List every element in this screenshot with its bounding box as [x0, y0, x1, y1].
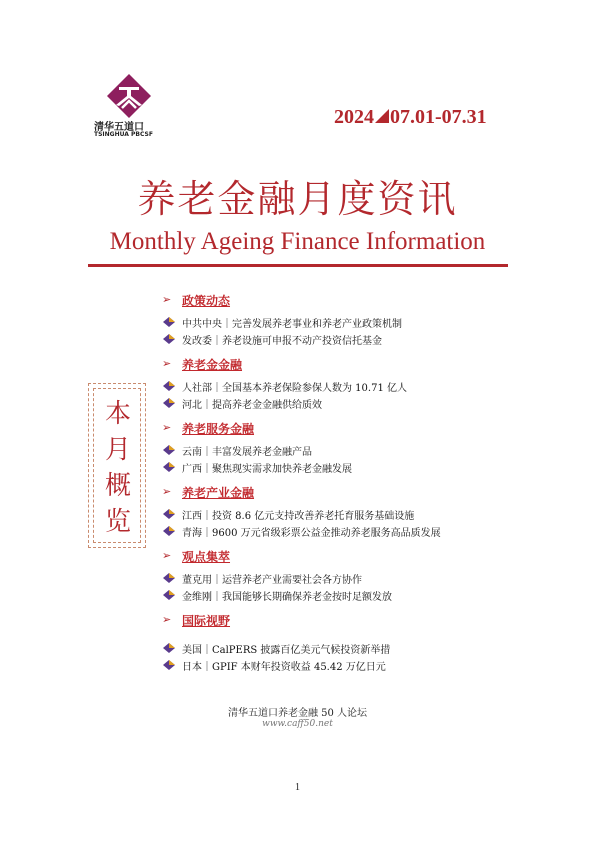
arrow-bullet-icon: ➢ [162, 613, 172, 626]
list-item[interactable] [162, 570, 542, 587]
item-text: 云南｜丰富发展养老金融产品 [182, 447, 312, 458]
diamond-bullet-icon [163, 381, 175, 391]
sidebar-label [89, 396, 147, 540]
footer-url[interactable]: www.caff50.net [262, 719, 333, 729]
sidebar-char: 月 [104, 435, 131, 465]
item-text: 发改委｜养老设施可申报不动产投资信托基金 [182, 336, 382, 347]
section-label[interactable]: 养老产业金融 [182, 486, 255, 500]
section-heading[interactable] [162, 482, 542, 504]
item-text: 金维刚｜我国能够长期确保养老金按时足额发放 [182, 592, 392, 603]
item-text: 江西｜投资 8.6 亿元支持改善养老托育服务基础设施 [182, 511, 415, 522]
sidebar-char: 概 [104, 471, 131, 501]
pbcsf-logo [94, 74, 174, 138]
item-text: 青海｜9600 万元省级彩票公益金推动养老服务高品质发展 [182, 528, 441, 539]
logo-name-en: TSINGHUA PBCSF [94, 131, 153, 138]
report-period [334, 106, 487, 129]
section-label[interactable]: 政策动态 [182, 294, 231, 308]
section-label[interactable]: 国际视野 [182, 614, 231, 628]
diamond-bullet-icon [163, 509, 175, 519]
title-cn: 养老金融月度资讯 [137, 177, 458, 221]
list-item[interactable] [162, 506, 542, 523]
sidebar-box [88, 383, 146, 548]
title-divider [88, 264, 508, 267]
page-number: 1 [295, 782, 300, 793]
logo-name-cn: 清华五道口 [94, 122, 144, 133]
diamond-bullet-icon [163, 462, 175, 472]
diamond-bullet-icon [163, 643, 175, 653]
item-text: 广西｜聚焦现实需求加快养老金融发展 [182, 464, 352, 475]
section-label[interactable]: 养老服务金融 [182, 422, 255, 436]
item-text: 人社部｜全国基本养老保险参保人数为 10.71 亿人 [182, 383, 407, 394]
item-text: 董克用｜运营养老产业需要社会各方协作 [182, 575, 362, 586]
section-heading[interactable] [162, 354, 542, 376]
title-en: Monthly Ageing Finance Information [109, 228, 486, 255]
triangle-separator-icon [375, 109, 389, 123]
diamond-bullet-icon [163, 660, 175, 670]
item-text: 日本｜GPIF 本财年投资收益 45.42 万亿日元 [182, 662, 386, 673]
item-text: 河北｜提高养老金金融供给质效 [182, 400, 322, 411]
list-item[interactable] [162, 314, 542, 331]
arrow-bullet-icon: ➢ [162, 421, 172, 434]
diamond-bullet-icon [163, 445, 175, 455]
list-item[interactable] [162, 395, 542, 412]
period-year: 2024 [334, 106, 374, 128]
diamond-bullet-icon [163, 590, 175, 600]
sidebar-char: 本 [104, 399, 131, 429]
diamond-bullet-icon [163, 334, 175, 344]
arrow-bullet-icon: ➢ [162, 485, 172, 498]
sidebar-char: 览 [104, 507, 131, 537]
section-label[interactable]: 观点集萃 [182, 550, 231, 564]
list-item[interactable] [162, 442, 542, 459]
list-item[interactable] [162, 378, 542, 395]
footer-forum-name: 清华五道口养老金融 50 人论坛 [227, 708, 368, 719]
list-item[interactable] [162, 331, 542, 348]
arrow-bullet-icon: ➢ [162, 549, 172, 562]
list-item[interactable] [162, 523, 542, 540]
table-of-contents [162, 290, 542, 674]
arrow-bullet-icon: ➢ [162, 293, 172, 306]
arrow-bullet-icon: ➢ [162, 357, 172, 370]
diamond-bullet-icon [163, 526, 175, 536]
period-range: 07.01-07.31 [390, 106, 487, 128]
item-text: 中共中央｜完善发展养老事业和养老产业政策机制 [182, 319, 402, 330]
section-heading[interactable] [162, 546, 542, 568]
list-item[interactable] [162, 640, 542, 657]
pbcsf-emblem-icon [107, 74, 151, 118]
section-heading[interactable] [162, 290, 542, 312]
list-item[interactable] [162, 459, 542, 476]
item-text: 美国｜CalPERS 披露百亿美元气候投资新举措 [182, 645, 391, 656]
diamond-bullet-icon [163, 573, 175, 583]
section-heading[interactable] [162, 610, 542, 632]
diamond-bullet-icon [163, 317, 175, 327]
diamond-bullet-icon [163, 398, 175, 408]
section-label[interactable]: 养老金金融 [182, 358, 243, 372]
list-item[interactable] [162, 657, 542, 674]
section-heading[interactable] [162, 418, 542, 440]
list-item[interactable] [162, 587, 542, 604]
